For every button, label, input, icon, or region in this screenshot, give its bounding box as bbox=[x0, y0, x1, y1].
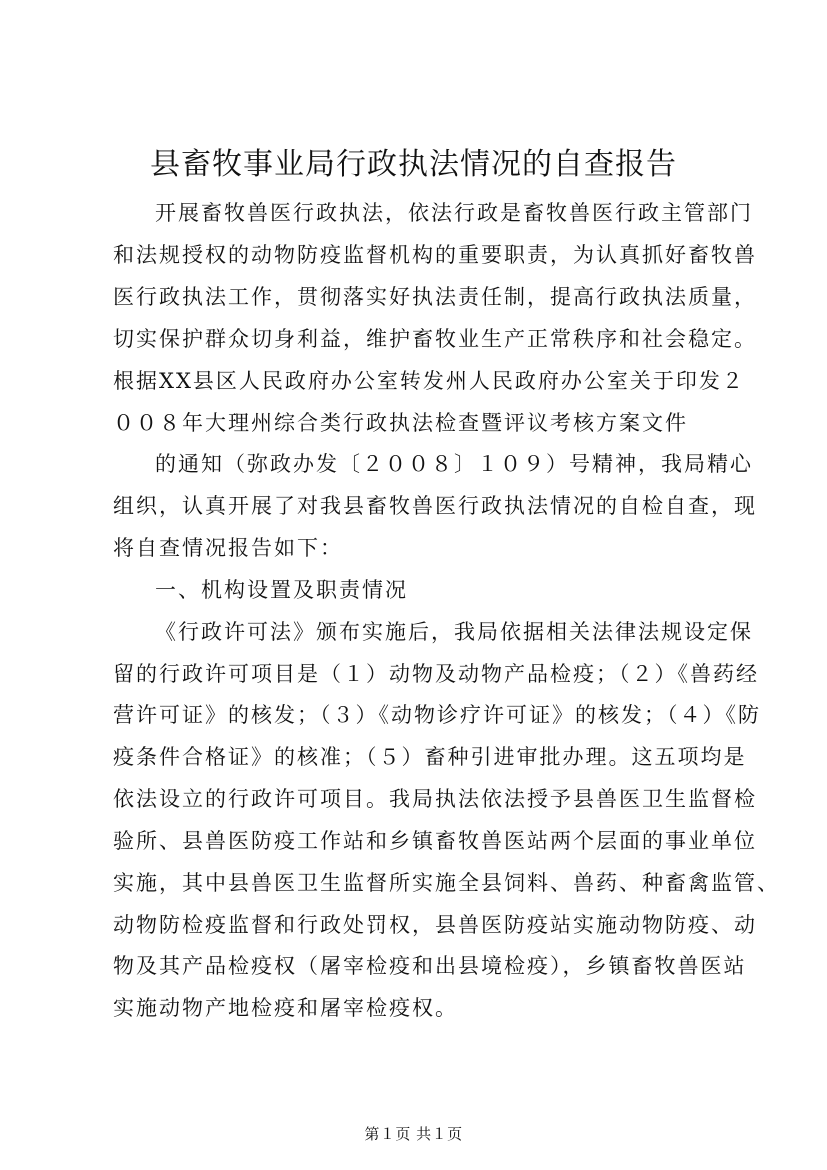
body-line: 物及其产品检疫权（屠宰检疫和出县境检疫），乡镇畜牧兽医站 bbox=[113, 954, 747, 978]
page-number-footer: 第１页 共１页 bbox=[364, 1125, 463, 1143]
body-line: 营许可证》的核发；（３）《动物诊疗许可证》的核发；（４）《防 bbox=[113, 703, 761, 727]
body-line: 将自查情况报告如下： bbox=[113, 536, 343, 560]
body-line: 疫条件合格证》的核准；（５）畜种引进审批办理。这五项均是 bbox=[113, 745, 747, 769]
body-line: 动物防检疫监督和行政处罚权，县兽医防疫站实施动物防疫、动 bbox=[113, 913, 757, 937]
section-heading: 一、机构设置及职责情况 bbox=[155, 578, 408, 602]
body-line: 的通知（弥政办发〔２００８〕１０９）号精神，我局精心 bbox=[155, 452, 753, 476]
body-line: 实施动物产地检疫和屠宰检疫权。 bbox=[113, 996, 458, 1020]
body-line: ００８年大理州综合类行政执法检查暨评议考核方案文件 bbox=[113, 411, 688, 435]
body-line: 组织，认真开展了对我县畜牧兽医行政执法情况的自检自查，现 bbox=[113, 494, 757, 518]
body-line: 切实保护群众切身利益，维护畜牧业生产正常秩序和社会稳定。 bbox=[113, 327, 757, 351]
body-line: 和法规授权的动物防疫监督机构的重要职责，为认真抓好畜牧兽 bbox=[113, 243, 757, 267]
document-title: 县畜牧事业局行政执法情况的自查报告 bbox=[150, 147, 677, 182]
body-line: 实施，其中县兽医卫生监督所实施全县饲料、兽药、种畜禽监管、 bbox=[113, 871, 780, 895]
body-line: 《行政许可法》颁布实施后，我局依据相关法律法规设定保 bbox=[155, 620, 753, 644]
body-line: 验所、县兽医防疫工作站和乡镇畜牧兽医站两个层面的事业单位 bbox=[113, 829, 757, 853]
body-line: 根据XX县区人民政府办公室转发州人民政府办公室关于印发２ bbox=[113, 369, 745, 393]
body-line: 留的行政许可项目是（１）动物及动物产品检疫；（２）《兽药经 bbox=[113, 662, 759, 686]
body-line: 医行政执法工作，贯彻落实好执法责任制，提高行政执法质量， bbox=[113, 285, 757, 309]
body-line: 依法设立的行政许可项目。我局执法依法授予县兽医卫生监督检 bbox=[113, 787, 757, 811]
body-line: 开展畜牧兽医行政执法，依法行政是畜牧兽医行政主管部门 bbox=[155, 201, 753, 225]
